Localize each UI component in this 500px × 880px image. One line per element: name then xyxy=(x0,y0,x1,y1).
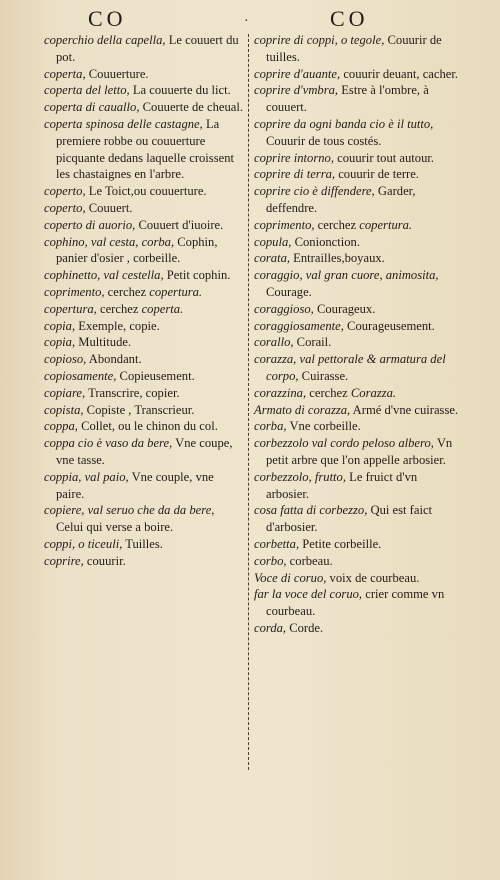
entry-definition: Le couuert du pot. xyxy=(56,33,239,64)
dictionary-entry xyxy=(254,334,460,351)
entry-headword: coperto di auorio, xyxy=(44,217,136,232)
entry-headword: coperta, xyxy=(44,66,86,81)
entry-cross-reference: copertura. xyxy=(149,284,203,299)
dictionary-entry xyxy=(254,570,460,587)
dictionary-entry xyxy=(254,402,460,419)
dictionary-entry xyxy=(44,200,244,217)
left-column xyxy=(44,32,244,570)
dictionary-entry xyxy=(254,301,460,318)
dictionary-entry xyxy=(254,116,460,150)
entry-definition: Abondant. xyxy=(86,352,142,367)
entry-headword: copia, xyxy=(44,318,76,333)
dictionary-entry xyxy=(44,234,244,268)
dictionary-entry xyxy=(254,82,460,116)
entry-definition: Celui qui verse a boire. xyxy=(56,520,174,535)
entry-definition: Transcrire, copier. xyxy=(85,385,180,400)
entry-definition: Multitude. xyxy=(75,335,132,350)
dictionary-entry xyxy=(44,553,244,570)
entry-headword: copioso, xyxy=(44,352,87,367)
entry-definition: cerchez xyxy=(314,217,360,232)
entry-definition: Petit cophin. xyxy=(163,268,231,283)
entry-headword: copula, xyxy=(254,234,292,249)
entry-definition: couurir. xyxy=(83,553,126,568)
entry-headword: coperchio della capella, xyxy=(44,33,166,47)
entry-definition: Exemple, copie. xyxy=(75,318,160,333)
dictionary-entry xyxy=(44,334,244,351)
entry-definition: Couuert. xyxy=(85,200,133,215)
entry-headword: coppi, o ticeuli, xyxy=(44,536,123,551)
dictionary-entry xyxy=(254,351,460,385)
entry-headword: Voce di coruo, xyxy=(254,570,327,585)
entry-headword: coperta del letto, xyxy=(44,83,130,98)
dictionary-entry xyxy=(254,318,460,335)
entry-definition: Couurir de tous costés. xyxy=(266,133,382,148)
entry-definition: La couuerte du lict. xyxy=(129,83,231,98)
entry-headword: coprire cio è diffendere, xyxy=(254,184,375,199)
dictionary-entry xyxy=(254,469,460,503)
entry-definition: Courage. xyxy=(266,284,312,299)
entry-headword: coprimento, xyxy=(44,284,105,299)
entry-definition: La premiere robbe ou couuerture picquante dedans laquelle croissent les chastaignes en l'arbre. xyxy=(56,116,234,182)
entry-definition: Vne couple, vne paire. xyxy=(56,469,214,501)
dictionary-entry xyxy=(254,66,460,83)
entry-headword: corbezzolo val cordo peloso albero, xyxy=(254,436,434,451)
dictionary-entry xyxy=(44,318,244,335)
entry-definition: couurir tout autour. xyxy=(334,150,435,165)
entry-cross-reference: Corazza. xyxy=(350,385,397,400)
column-rule xyxy=(248,34,249,770)
dictionary-entry xyxy=(254,150,460,167)
entry-definition: Corail. xyxy=(293,335,332,350)
entry-headword: corbetta, xyxy=(254,536,300,551)
dictionary-entry xyxy=(44,469,244,503)
entry-headword: coprire di coppi, o tegole, xyxy=(254,33,385,47)
dictionary-entry xyxy=(44,502,244,536)
entry-definition: Le Toict,ou couuerture. xyxy=(85,184,207,199)
entry-definition: Copiste , Transcrieur. xyxy=(83,402,195,417)
dictionary-entry xyxy=(254,234,460,251)
dictionary-entry xyxy=(44,284,244,301)
dictionary-entry xyxy=(44,116,244,183)
entry-headword: corata, xyxy=(254,251,291,266)
entry-headword: corda, xyxy=(254,620,287,635)
entry-headword: coraggiosamente, xyxy=(254,318,344,333)
entry-headword: copiare, xyxy=(44,385,86,400)
dictionary-entry xyxy=(254,586,460,620)
entry-definition: Estre à l'ombre, à couuert. xyxy=(266,83,429,115)
entry-headword: cophinetto, val cestella, xyxy=(44,268,164,283)
entry-definition: Petite corbeille. xyxy=(299,536,382,551)
entry-definition: Entrailles,boyaux. xyxy=(290,251,385,266)
dictionary-entry xyxy=(44,536,244,553)
entry-headword: cophino, val cesta, corba, xyxy=(44,234,175,249)
entry-cross-reference: copertura. xyxy=(359,217,413,232)
entry-headword: coprire intorno, xyxy=(254,150,334,165)
header-dot: · xyxy=(244,14,249,29)
entry-definition: Couuerture. xyxy=(85,66,149,81)
entry-headword: coprire d'auante, xyxy=(254,66,341,81)
entry-headword: cosa fatta di corbezzo, xyxy=(254,503,368,518)
entry-headword: far la voce del coruo, xyxy=(254,587,363,602)
entry-headword: corallo, xyxy=(254,335,294,350)
dictionary-entry xyxy=(44,368,244,385)
entry-headword: corbezzolo, frutto, xyxy=(254,469,347,484)
entry-definition: voix de courbeau. xyxy=(326,570,420,585)
entry-definition: Qui est faict d'arbosier. xyxy=(266,503,433,535)
entry-definition: Couurir de tuilles. xyxy=(266,33,442,64)
entry-definition: Couuert d'iuoire. xyxy=(135,217,224,232)
dictionary-entry xyxy=(44,351,244,368)
entry-headword: coprire, xyxy=(44,553,84,568)
entry-headword: coppa, xyxy=(44,419,78,434)
entry-definition: Le fruict d'vn arbosier. xyxy=(266,469,418,501)
dictionary-entry xyxy=(44,66,244,83)
dictionary-entry xyxy=(254,385,460,402)
left-running-head: CO xyxy=(88,6,127,31)
entry-cross-reference: coperta. xyxy=(141,301,184,316)
entry-headword: corbo, xyxy=(254,553,287,568)
entry-headword: coperto, xyxy=(44,184,86,199)
dictionary-entry xyxy=(44,435,244,469)
dictionary-entry xyxy=(44,183,244,200)
entry-headword: copista, xyxy=(44,402,84,417)
dictionary-entry xyxy=(254,620,460,637)
dictionary-entry xyxy=(254,217,460,234)
entry-definition: corbeau. xyxy=(286,553,333,568)
entry-definition: couurir de terre. xyxy=(335,167,419,182)
entry-headword: coprire da ogni banda cio è il tutto, xyxy=(254,116,434,131)
entry-definition: cerchez xyxy=(104,284,150,299)
entry-definition: Couuerte de cheual. xyxy=(139,100,244,115)
entry-definition: Courageusement. xyxy=(343,318,435,333)
dictionary-entry xyxy=(44,385,244,402)
entry-headword: corba, xyxy=(254,419,287,434)
entry-headword: copia, xyxy=(44,335,76,350)
entry-definition: Armé d'vne cuirasse. xyxy=(350,402,459,417)
dictionary-entry xyxy=(254,502,460,536)
entry-headword: coppia, val paio, xyxy=(44,469,129,484)
dictionary-entry xyxy=(44,418,244,435)
entry-definition: Vne coupe, vne tasse. xyxy=(56,436,233,467)
dictionary-entry xyxy=(254,553,460,570)
dictionary-entry xyxy=(254,166,460,183)
entry-headword: coppa cio è vaso da bere, xyxy=(44,436,173,451)
entry-headword: copertura, xyxy=(44,301,97,316)
dictionary-entry xyxy=(44,301,244,318)
dictionary-entry xyxy=(44,99,244,116)
dictionary-entry xyxy=(44,267,244,284)
entry-definition: Collet, ou le chinon du col. xyxy=(77,419,218,434)
dictionary-entry xyxy=(44,32,244,66)
entry-headword: coraggioso, xyxy=(254,301,314,316)
entry-headword: corazzina, xyxy=(254,385,307,400)
entry-definition: couurir deuant, cacher. xyxy=(340,66,459,81)
dictionary-entry xyxy=(254,183,460,217)
entry-definition: Vn petit arbre que l'on appelle arbosier. xyxy=(266,436,453,467)
entry-headword: Armato di corazza, xyxy=(254,402,351,417)
entry-headword: coraggio, val gran cuore, animosita, xyxy=(254,268,439,283)
dictionary-entry xyxy=(44,217,244,234)
entry-definition: Vne corbeille. xyxy=(286,419,361,434)
entry-definition: Garder, deffendre. xyxy=(266,184,416,215)
entry-definition: Courageux. xyxy=(313,301,376,316)
entry-headword: coprire di terra, xyxy=(254,167,336,182)
dictionary-entry xyxy=(254,267,460,301)
dictionary-entry xyxy=(254,418,460,435)
entry-headword: coperta di cauallo, xyxy=(44,100,140,115)
entry-definition: Corde. xyxy=(286,620,324,635)
dictionary-entry xyxy=(254,32,460,66)
entry-definition: Cuirasse. xyxy=(298,368,349,383)
right-running-head: CO xyxy=(330,6,369,31)
entry-definition: crier comme vn courbeau. xyxy=(266,587,445,619)
entry-definition: cerchez xyxy=(306,385,351,400)
entry-definition: Conionction. xyxy=(291,234,361,249)
dictionary-entry xyxy=(44,82,244,99)
entry-definition: Cophin, panier d'osier , corbeille. xyxy=(56,234,218,266)
entry-headword: corazza, val pettorale & armatura del corpo, xyxy=(254,352,446,383)
entry-headword: coperta spinosa delle castagne, xyxy=(44,116,203,131)
dictionary-entry xyxy=(254,536,460,553)
entry-definition: cerchez xyxy=(96,301,142,316)
entry-headword: coprimento, xyxy=(254,217,315,232)
entry-definition: Tuilles. xyxy=(122,536,163,551)
dictionary-entry xyxy=(44,402,244,419)
entry-headword: copiere, val seruo che da da bere, xyxy=(44,503,215,518)
entry-headword: coprire d'vmbra, xyxy=(254,83,339,98)
entry-headword: copiosamente, xyxy=(44,368,117,383)
dictionary-entry xyxy=(254,250,460,267)
entry-definition: Copieusement. xyxy=(116,368,195,383)
right-column xyxy=(254,32,460,637)
dictionary-entry xyxy=(254,435,460,469)
entry-headword: coperto, xyxy=(44,200,86,215)
running-header xyxy=(0,6,500,34)
